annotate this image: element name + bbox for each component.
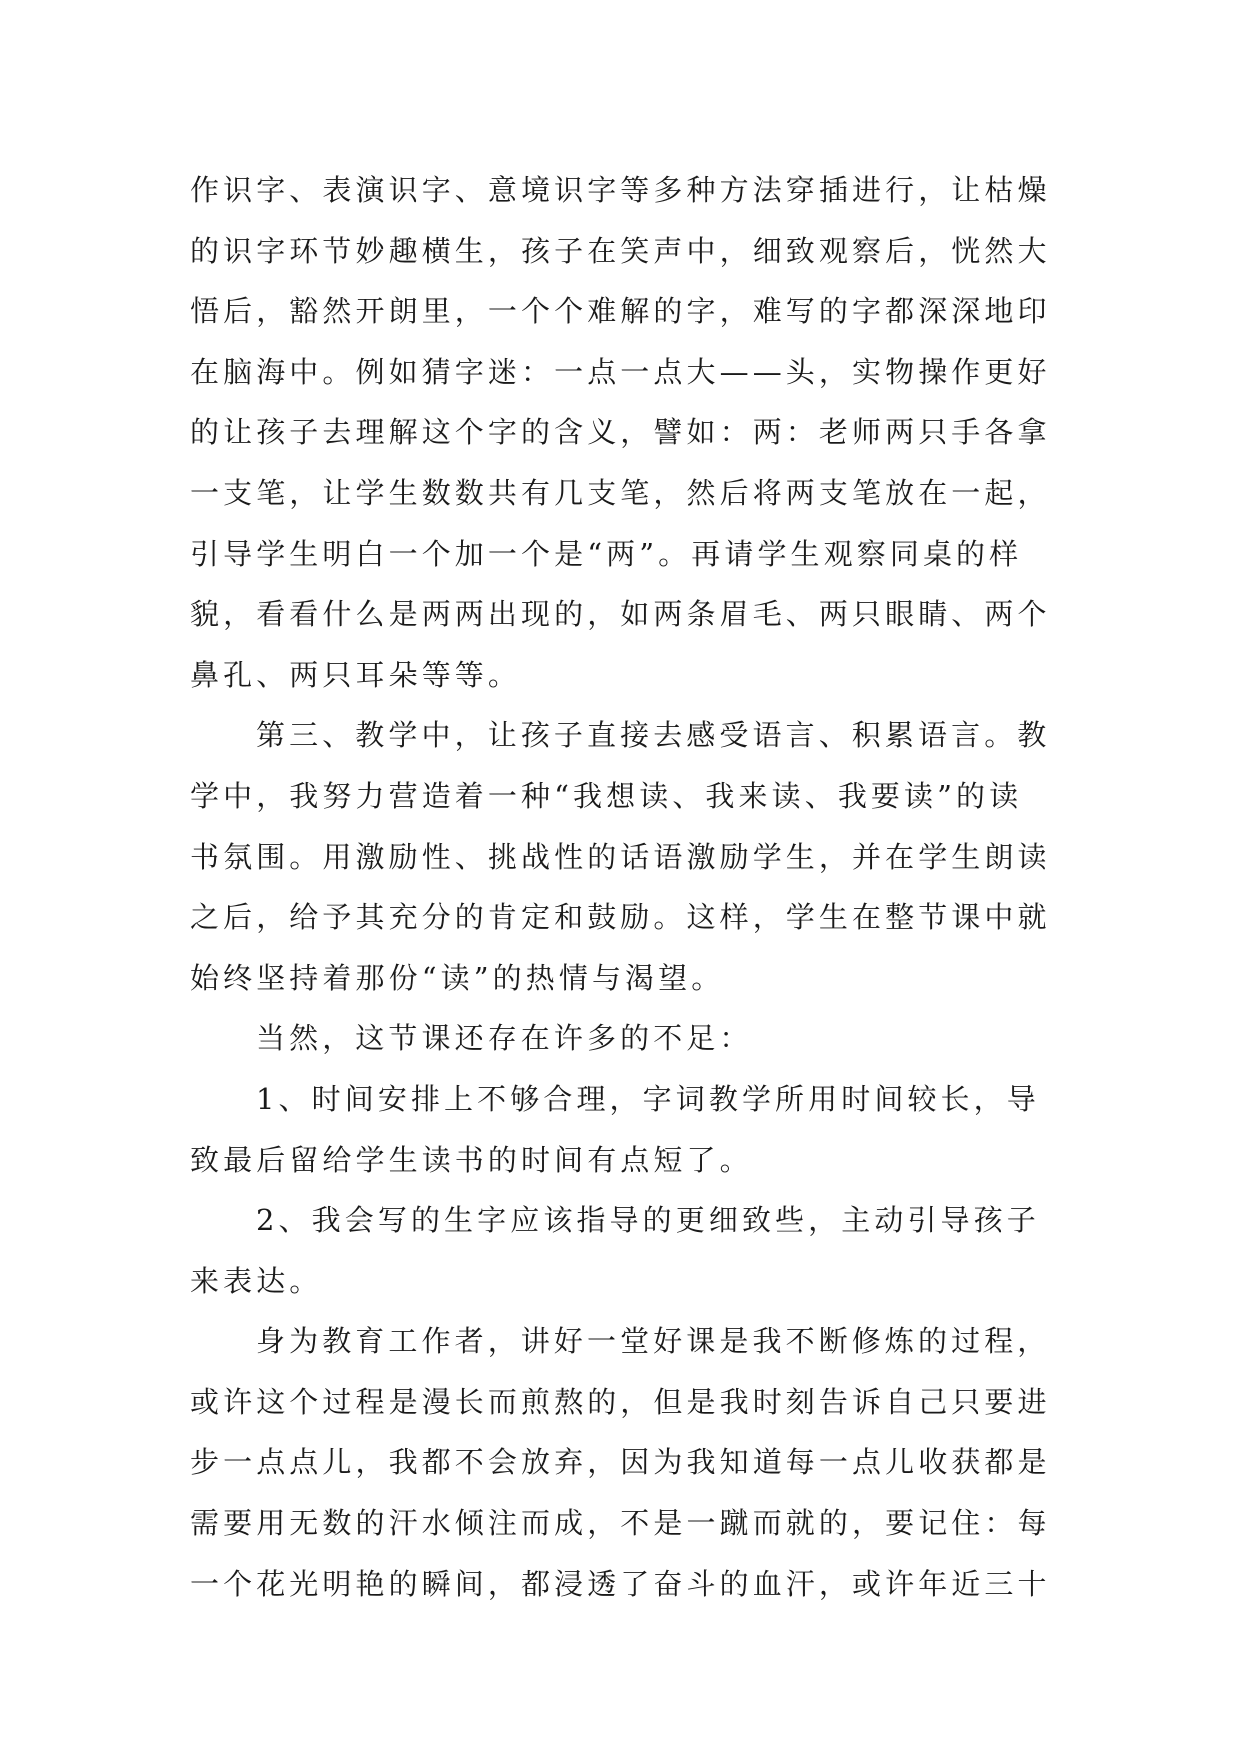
- text-line: 引导学生明白一个加一个是“两”。再请学生观察同桌的样: [190, 536, 1023, 571]
- text-line: 悟后，豁然开朗里，一个个难解的字，难写的字都深深地印: [190, 294, 1051, 329]
- text-line: 身为教育工作者，讲好一堂好课是我不断修炼的过程，: [256, 1324, 1051, 1359]
- text-line: 或许这个过程是漫长而煎熬的，但是我时刻告诉自己只要进: [190, 1384, 1051, 1419]
- text-line: 来表达。: [190, 1263, 323, 1298]
- text-line: 书氛围。用激励性、挑战性的话语激励学生，并在学生朗读: [190, 839, 1051, 874]
- text-line: 的让孩子去理解这个字的含义，譬如：两：老师两只手各拿: [190, 415, 1051, 450]
- text-line: 当然，这节课还存在许多的不足：: [256, 1021, 753, 1056]
- text-line: 在脑海中。例如猜字迷：一点一点大——头，实物操作更好: [190, 354, 1051, 389]
- text-line: 的识字环节妙趣横生，孩子在笑声中，细致观察后，恍然大: [190, 233, 1051, 268]
- text-line: 鼻孔、两只耳朵等等。: [190, 657, 522, 692]
- text-line: 步一点点儿，我都不会放弃，因为我知道每一点儿收获都是: [190, 1445, 1051, 1480]
- text-line: 一支笔，让学生数数共有几支笔，然后将两支笔放在一起，: [190, 475, 1051, 510]
- text-line: 作识字、表演识字、意境识字等多种方法穿插进行，让枯燥: [190, 173, 1051, 207]
- text-line: 1、时间安排上不够合理，字词教学所用时间较长，导: [256, 1081, 1040, 1116]
- text-line: 貌，看看什么是两两出现的，如两条眉毛、两只眼睛、两个: [190, 597, 1051, 632]
- text-line: 需要用无数的汗水倾注而成，不是一蹴而就的，要记住：每: [190, 1506, 1051, 1541]
- text-line: 第三、教学中，让孩子直接去感受语言、积累语言。教: [256, 718, 1051, 753]
- text-line: 一个花光明艳的瞬间，都浸透了奋斗的血汗，或许年近三十: [190, 1566, 1051, 1601]
- text-line: 致最后留给学生读书的时间有点短了。: [190, 1142, 753, 1177]
- text-line: 学中，我努力营造着一种“我想读、我来读、我要读”的读: [190, 778, 1023, 813]
- text-line: 始终坚持着那份“读”的热情与渴望。: [190, 960, 725, 995]
- text-line: 2、我会写的生字应该指导的更细致些，主动引导孩子: [256, 1203, 1040, 1238]
- document-body: [190, 160, 1062, 1614]
- text-line: 之后，给予其充分的肯定和鼓励。这样，学生在整节课中就: [190, 900, 1051, 935]
